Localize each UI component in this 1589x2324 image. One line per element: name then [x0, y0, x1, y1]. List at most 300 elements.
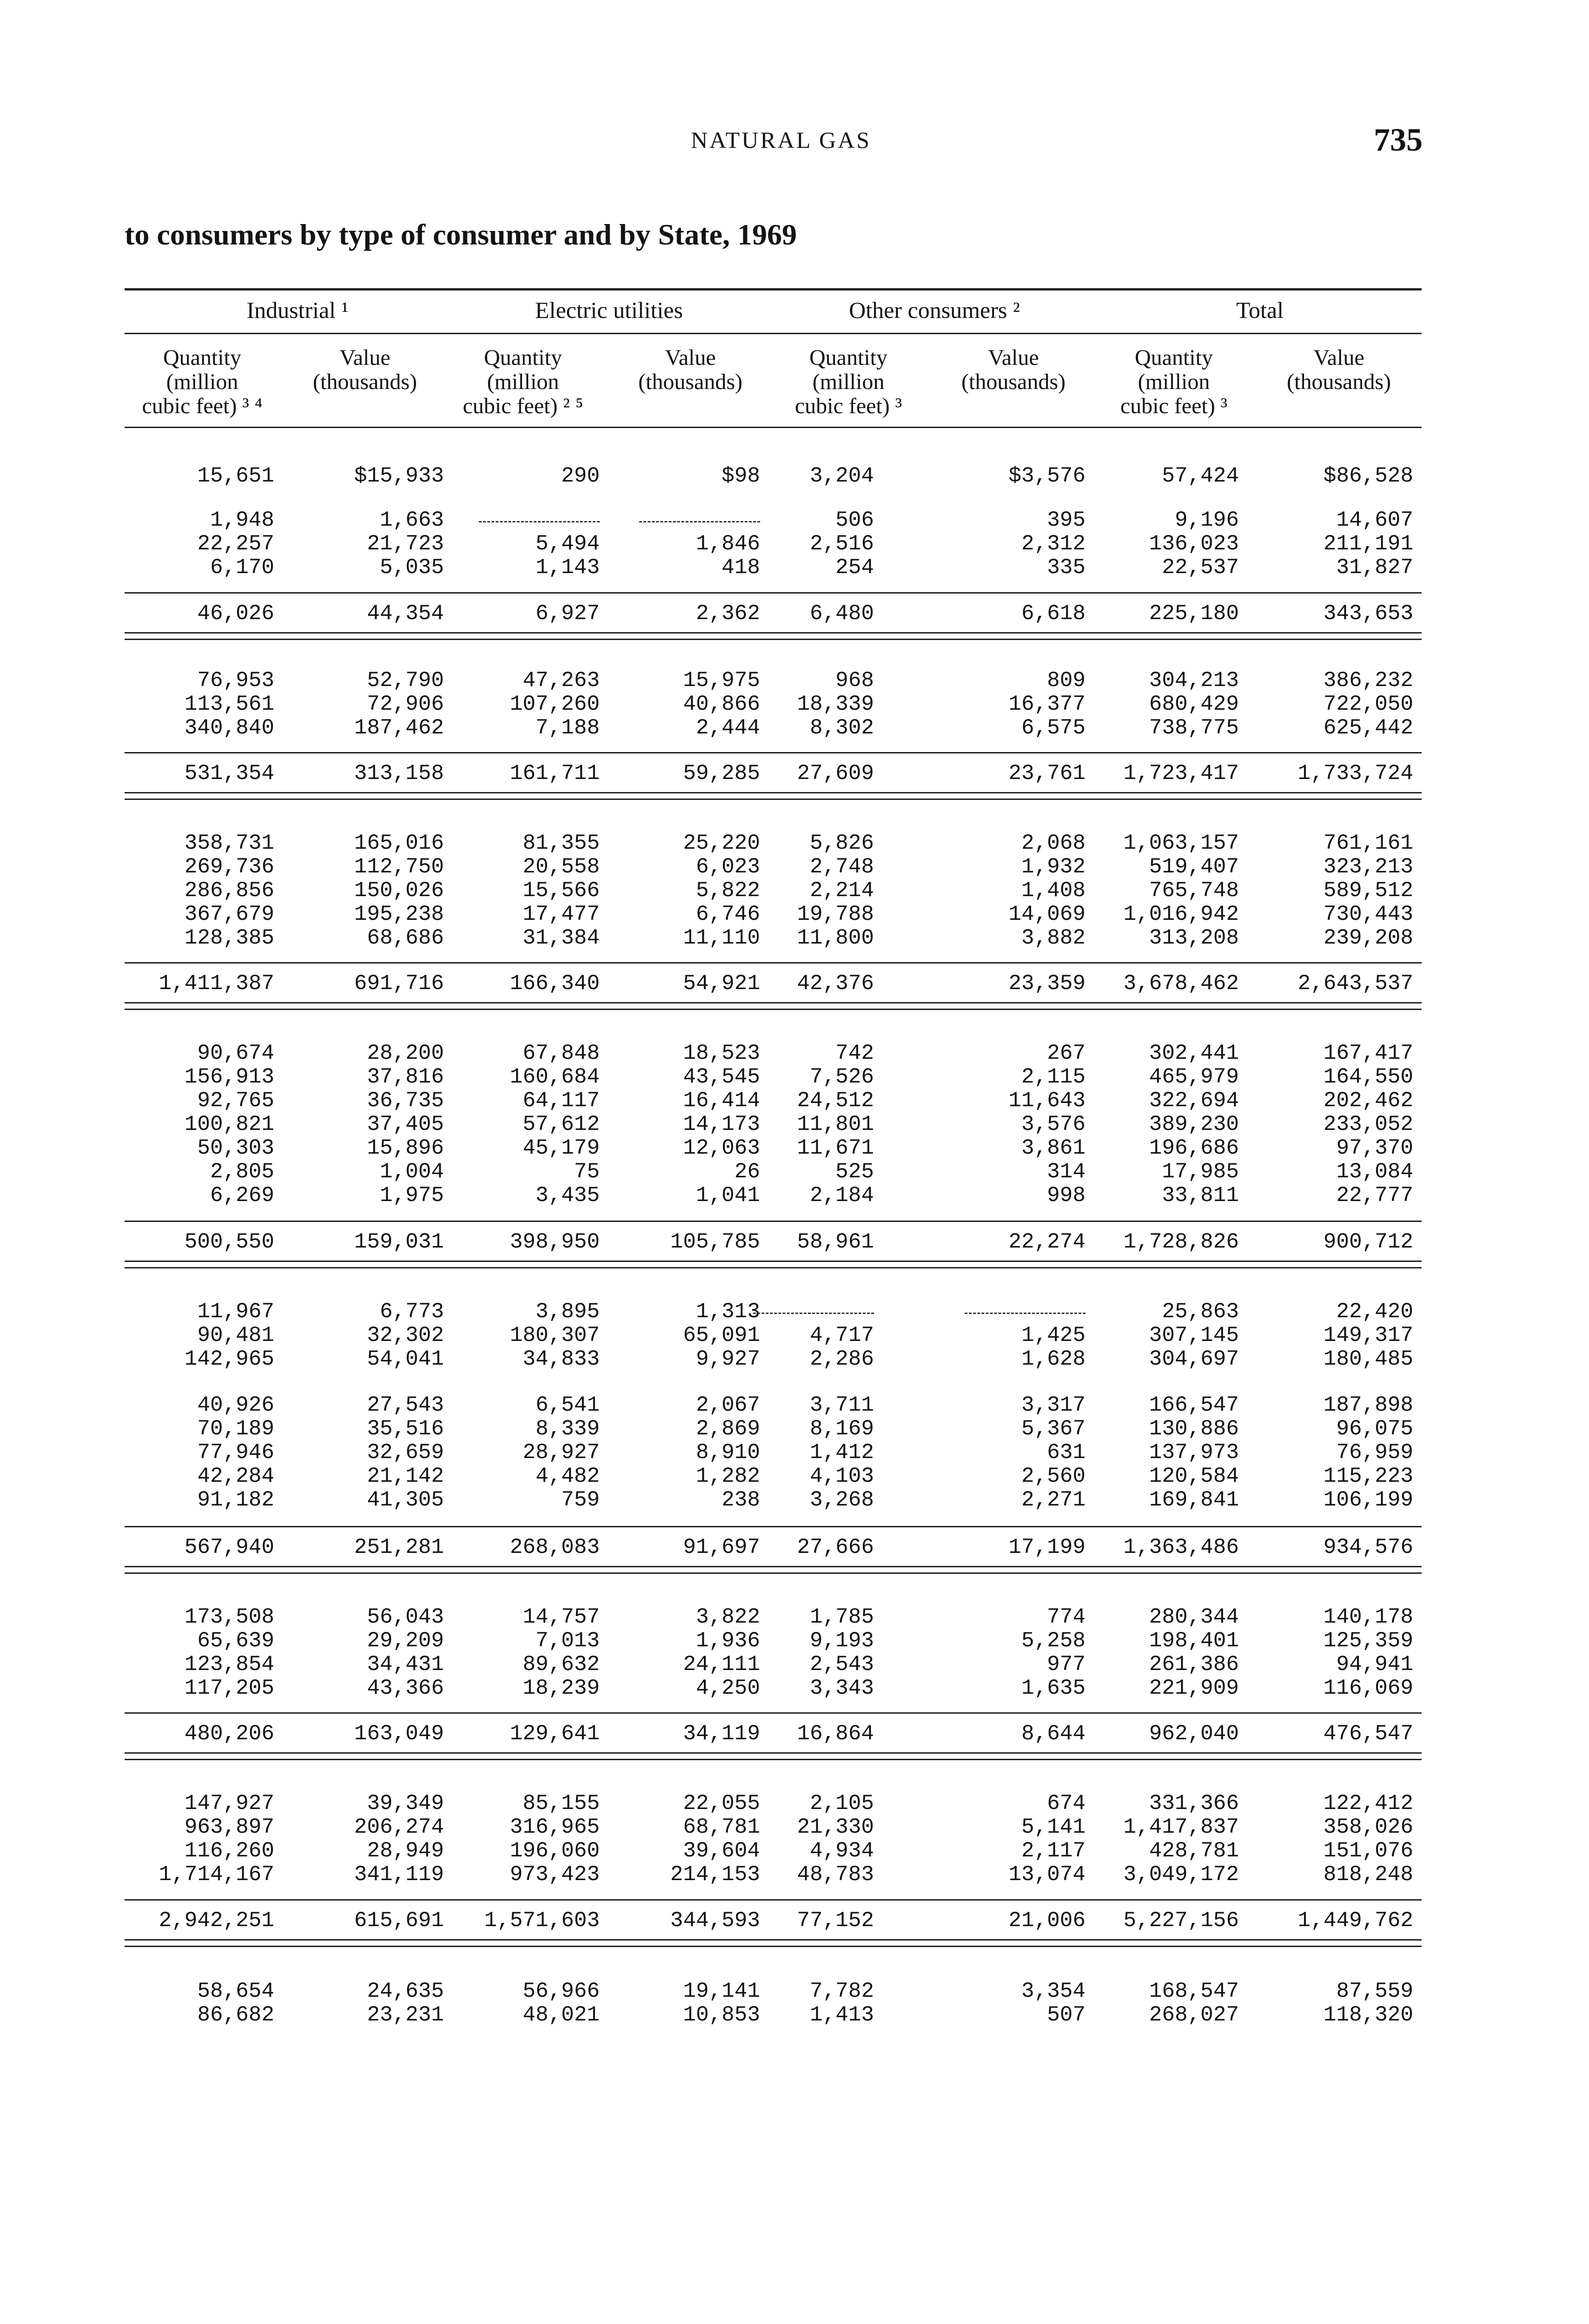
data-cell-total-value: 202,462 — [1323, 1089, 1413, 1113]
data-cell-electric-value: 16,414 — [683, 1089, 760, 1113]
total-cell-industrial-value: 163,049 — [354, 1722, 444, 1746]
total-cell-industrial-value: 251,281 — [354, 1535, 444, 1559]
section-rule-lower — [125, 639, 1422, 640]
data-cell-electric-quantity: 47,263 — [523, 668, 600, 693]
data-cell-total-quantity: 1,417,837 — [1123, 1815, 1239, 1839]
data-cell-industrial-value: 1,663 — [379, 508, 444, 532]
data-cell-industrial-quantity: 22,257 — [197, 532, 274, 556]
data-cell-total-value: 97,370 — [1336, 1136, 1413, 1160]
data-cell-electric-quantity: 81,355 — [523, 831, 600, 855]
data-cell-electric-quantity: 75 — [574, 1160, 600, 1184]
data-cell-total-quantity: 3,049,172 — [1123, 1862, 1239, 1887]
total-cell-total-value: 2,643,537 — [1298, 971, 1413, 996]
data-cell-electric-value: 22,055 — [683, 1791, 760, 1816]
data-cell-industrial-value: 28,200 — [367, 1041, 444, 1065]
total-cell-other-quantity: 58,961 — [797, 1230, 874, 1254]
data-cell-industrial-quantity: 77,946 — [197, 1440, 274, 1465]
data-cell-total-value: 151,076 — [1323, 1839, 1413, 1863]
data-cell-total-quantity: 280,344 — [1149, 1605, 1239, 1629]
data-cell-industrial-value: 41,305 — [367, 1488, 444, 1512]
data-cell-electric-value: 43,545 — [683, 1065, 760, 1089]
data-cell-electric-value: 4,250 — [695, 1676, 760, 1700]
data-cell-industrial-value: 34,431 — [367, 1652, 444, 1677]
data-cell-industrial-quantity: 358,731 — [184, 831, 274, 855]
data-cell-total-quantity: 17,985 — [1162, 1160, 1239, 1184]
data-cell-total-value: 239,208 — [1323, 926, 1413, 950]
total-cell-industrial-value: 615,691 — [354, 1908, 444, 1933]
data-cell-industrial-quantity: 92,765 — [197, 1089, 274, 1113]
data-cell-electric-quantity: 160,684 — [510, 1065, 600, 1089]
data-cell-total-quantity: 738,775 — [1149, 716, 1239, 740]
data-cell-electric-value: 24,111 — [683, 1652, 760, 1677]
data-cell-other-value: 16,377 — [1008, 692, 1086, 716]
data-cell-industrial-value: 32,659 — [367, 1440, 444, 1465]
data-cell-total-value: 233,052 — [1323, 1112, 1413, 1136]
data-cell-industrial-value: 37,816 — [367, 1065, 444, 1089]
data-cell-total-quantity: 304,697 — [1149, 1347, 1239, 1371]
data-cell-total-value: 115,223 — [1323, 1464, 1413, 1488]
data-cell-electric-quantity: 17,477 — [523, 902, 600, 926]
data-cell-total-value: 140,178 — [1323, 1605, 1413, 1629]
data-cell-electric-quantity: 107,260 — [510, 692, 600, 716]
total-cell-total-value: 1,449,762 — [1298, 1908, 1413, 1933]
total-cell-industrial-quantity: 2,942,251 — [159, 1908, 274, 1933]
data-cell-electric-value: 2,067 — [695, 1393, 760, 1417]
data-cell-total-value: 22,777 — [1336, 1183, 1413, 1208]
total-cell-industrial-value: 159,031 — [354, 1230, 444, 1254]
data-cell-industrial-value: 35,516 — [367, 1417, 444, 1441]
data-cell-other-value: 1,635 — [1021, 1676, 1086, 1700]
data-cell-total-quantity: 137,973 — [1149, 1440, 1239, 1465]
data-cell-electric-value: 65,091 — [683, 1323, 760, 1347]
data-cell-electric-value: 68,781 — [683, 1815, 760, 1839]
data-cell-electric-value: 26 — [734, 1160, 760, 1184]
data-cell-other-value: 314 — [1047, 1160, 1086, 1184]
data-cell-total-quantity: 307,145 — [1149, 1323, 1239, 1347]
data-cell-total-quantity: 120,584 — [1149, 1464, 1239, 1488]
data-cell-other-quantity: 3,268 — [809, 1488, 874, 1512]
data-cell-other-quantity: 742 — [835, 1041, 874, 1065]
data-cell-other-value: 2,560 — [1021, 1464, 1086, 1488]
data-cell-industrial-value: 1,004 — [379, 1160, 444, 1184]
total-cell-industrial-value: 313,158 — [354, 761, 444, 786]
data-cell-other-value: 267 — [1047, 1041, 1086, 1065]
data-cell-industrial-quantity: 91,182 — [197, 1488, 274, 1512]
data-cell-other-quantity: 1,785 — [809, 1605, 874, 1629]
data-cell-total-quantity: 57,424 — [1162, 464, 1239, 488]
data-cell-total-quantity: 428,781 — [1149, 1839, 1239, 1863]
data-cell-other-value: 2,115 — [1021, 1065, 1086, 1089]
data-cell-total-quantity: 1,016,942 — [1123, 902, 1239, 926]
data-cell-other-value: 1,932 — [1021, 855, 1086, 879]
data-cell-other-value: 2,271 — [1021, 1488, 1086, 1512]
total-cell-other-value: 17,199 — [1008, 1535, 1086, 1559]
data-cell-electric-quantity: 28,927 — [523, 1440, 600, 1465]
column-header-total-quantity: Quantity (million cubic feet) ³ — [1120, 345, 1228, 418]
data-cell-electric-value: 19,141 — [683, 1979, 760, 2003]
data-cell-industrial-quantity: 286,856 — [184, 878, 274, 903]
data-cell-total-quantity: 680,429 — [1149, 692, 1239, 716]
total-cell-total-value: 1,733,724 — [1298, 761, 1413, 786]
data-cell-industrial-value: 341,119 — [354, 1862, 444, 1887]
data-cell-industrial-quantity: 15,651 — [197, 464, 274, 488]
data-cell-other-value: 1,408 — [1021, 878, 1086, 903]
data-cell-other-value: 2,312 — [1021, 532, 1086, 556]
data-cell-electric-quantity: 180,307 — [510, 1323, 600, 1347]
empty-cell-dash — [965, 1313, 1086, 1314]
data-cell-other-value: 3,354 — [1021, 1979, 1086, 2003]
data-cell-total-value: 31,827 — [1336, 555, 1413, 580]
data-cell-industrial-quantity: 65,639 — [197, 1629, 274, 1653]
total-cell-other-quantity: 42,376 — [797, 971, 874, 996]
data-cell-other-value: 5,367 — [1021, 1417, 1086, 1441]
data-cell-electric-value: 2,869 — [695, 1417, 760, 1441]
subtotal-rule — [125, 962, 1422, 964]
data-cell-other-quantity: 4,103 — [809, 1464, 874, 1488]
data-cell-total-value: 180,485 — [1323, 1347, 1413, 1371]
data-cell-other-quantity: 968 — [835, 668, 874, 693]
total-cell-electric-quantity: 398,950 — [510, 1230, 600, 1254]
data-cell-industrial-quantity: 90,674 — [197, 1041, 274, 1065]
data-cell-industrial-quantity: 70,189 — [197, 1417, 274, 1441]
data-cell-industrial-quantity: 86,682 — [197, 2003, 274, 2027]
data-cell-other-value: 2,117 — [1021, 1839, 1086, 1863]
data-cell-total-value: 13,084 — [1336, 1160, 1413, 1184]
data-cell-industrial-quantity: 113,561 — [184, 692, 274, 716]
total-cell-other-value: 22,274 — [1008, 1230, 1086, 1254]
data-cell-total-quantity: 9,196 — [1174, 508, 1239, 532]
data-cell-other-quantity: 3,343 — [809, 1676, 874, 1700]
total-cell-total-quantity: 5,227,156 — [1123, 1908, 1239, 1933]
data-cell-industrial-value: 36,735 — [367, 1089, 444, 1113]
data-cell-industrial-quantity: 147,927 — [184, 1791, 274, 1816]
total-cell-total-quantity: 1,728,826 — [1123, 1230, 1239, 1254]
data-cell-electric-value: 1,313 — [695, 1300, 760, 1324]
data-cell-total-quantity: 261,386 — [1149, 1652, 1239, 1677]
data-cell-other-quantity: 2,184 — [809, 1183, 874, 1208]
data-cell-other-quantity: 8,302 — [809, 716, 874, 740]
section-rule-lower — [125, 1267, 1422, 1268]
data-cell-industrial-quantity: 11,967 — [197, 1300, 274, 1324]
section-rule-upper — [125, 1002, 1422, 1004]
data-cell-total-value: 149,317 — [1323, 1323, 1413, 1347]
data-cell-industrial-quantity: 128,385 — [184, 926, 274, 950]
data-cell-total-value: 106,199 — [1323, 1488, 1413, 1512]
total-cell-electric-quantity: 166,340 — [510, 971, 600, 996]
data-cell-other-value: 11,643 — [1008, 1089, 1086, 1113]
data-cell-industrial-quantity: 340,840 — [184, 716, 274, 740]
section-rule-lower — [125, 1759, 1422, 1760]
data-cell-total-value: 358,026 — [1323, 1815, 1413, 1839]
data-cell-electric-quantity: 759 — [561, 1488, 600, 1512]
total-cell-industrial-quantity: 500,550 — [184, 1230, 274, 1254]
data-cell-total-value: $86,528 — [1323, 464, 1413, 488]
data-cell-other-quantity: 254 — [835, 555, 874, 580]
data-cell-other-value: 5,141 — [1021, 1815, 1086, 1839]
data-cell-other-quantity: 48,783 — [797, 1862, 874, 1887]
data-cell-total-value: 625,442 — [1323, 716, 1413, 740]
data-cell-electric-quantity: 8,339 — [535, 1417, 600, 1441]
data-cell-total-quantity: 25,863 — [1162, 1300, 1239, 1324]
data-cell-electric-quantity: 18,239 — [523, 1676, 600, 1700]
data-cell-electric-quantity: 89,632 — [523, 1652, 600, 1677]
data-cell-other-quantity: 19,788 — [797, 902, 874, 926]
data-cell-other-value: 3,882 — [1021, 926, 1086, 950]
subtotal-rule — [125, 1712, 1422, 1714]
data-cell-total-value: 187,898 — [1323, 1393, 1413, 1417]
column-header-industrial-quantity: Quantity (million cubic feet) ³ ⁴ — [142, 345, 263, 418]
total-cell-other-quantity: 27,609 — [797, 761, 874, 786]
group-header-other-consumers: Other consumers ² — [849, 297, 1020, 323]
subtotal-rule — [125, 1221, 1422, 1222]
section-rule-upper — [125, 1752, 1422, 1754]
column-header-industrial-value: Value (thousands) — [313, 345, 417, 394]
data-cell-electric-value: $98 — [722, 464, 760, 488]
column-header-rule — [125, 427, 1422, 428]
data-cell-industrial-value: 5,035 — [379, 555, 444, 580]
subtotal-rule — [125, 1899, 1422, 1901]
data-cell-other-value: 631 — [1047, 1440, 1086, 1465]
data-cell-other-quantity: 11,801 — [797, 1112, 874, 1136]
total-cell-electric-value: 2,362 — [695, 601, 760, 626]
data-cell-industrial-quantity: 367,679 — [184, 902, 274, 926]
data-cell-industrial-value: 1,975 — [379, 1183, 444, 1208]
group-header-total: Total — [1236, 297, 1284, 323]
data-cell-electric-quantity: 56,966 — [523, 1979, 600, 2003]
data-cell-electric-value: 10,853 — [683, 2003, 760, 2027]
column-header-electric-quantity: Quantity (million cubic feet) ² ⁵ — [463, 345, 583, 418]
total-cell-other-value: 8,644 — [1021, 1722, 1086, 1746]
data-cell-industrial-quantity: 117,205 — [184, 1676, 274, 1700]
total-cell-industrial-quantity: 480,206 — [184, 1722, 274, 1746]
data-cell-industrial-quantity: 6,170 — [210, 555, 274, 580]
data-cell-electric-value: 11,110 — [683, 926, 760, 950]
data-cell-industrial-value: 187,462 — [354, 716, 444, 740]
data-cell-electric-quantity: 64,117 — [523, 1089, 600, 1113]
data-cell-industrial-quantity: 76,953 — [197, 668, 274, 693]
data-cell-electric-value: 1,846 — [695, 532, 760, 556]
empty-cell-dash — [479, 521, 600, 522]
data-cell-total-quantity: 198,401 — [1149, 1629, 1239, 1653]
data-cell-total-quantity: 169,841 — [1149, 1488, 1239, 1512]
section-rule-upper — [125, 1566, 1422, 1567]
data-cell-total-value: 116,069 — [1323, 1676, 1413, 1700]
data-cell-other-quantity: 11,800 — [797, 926, 874, 950]
data-cell-industrial-quantity: 58,654 — [197, 1979, 274, 2003]
data-cell-total-value: 22,420 — [1336, 1300, 1413, 1324]
data-cell-industrial-value: 68,686 — [367, 926, 444, 950]
data-cell-total-value: 722,050 — [1323, 692, 1413, 716]
data-cell-electric-quantity: 196,060 — [510, 1839, 600, 1863]
data-cell-electric-value: 6,746 — [695, 902, 760, 926]
data-cell-other-value: 1,425 — [1021, 1323, 1086, 1347]
data-cell-total-value: 323,213 — [1323, 855, 1413, 879]
total-cell-other-value: 23,761 — [1008, 761, 1086, 786]
data-cell-industrial-value: 29,209 — [367, 1629, 444, 1653]
data-cell-electric-value: 9,927 — [695, 1347, 760, 1371]
data-cell-industrial-value: 23,231 — [367, 2003, 444, 2027]
data-cell-other-value: 774 — [1047, 1605, 1086, 1629]
data-cell-other-quantity: 7,782 — [809, 1979, 874, 2003]
data-cell-other-value: 2,068 — [1021, 831, 1086, 855]
total-cell-total-quantity: 1,363,486 — [1123, 1535, 1239, 1559]
data-cell-total-value: 96,075 — [1336, 1417, 1413, 1441]
data-cell-total-value: 386,232 — [1323, 668, 1413, 693]
data-cell-other-quantity: 3,711 — [809, 1393, 874, 1417]
data-cell-industrial-value: 150,026 — [354, 878, 444, 903]
data-cell-other-quantity: 3,204 — [809, 464, 874, 488]
data-cell-electric-quantity: 14,757 — [523, 1605, 600, 1629]
data-cell-electric-value: 2,444 — [695, 716, 760, 740]
data-cell-other-quantity: 4,934 — [809, 1839, 874, 1863]
data-cell-total-quantity: 196,686 — [1149, 1136, 1239, 1160]
data-cell-electric-value: 39,604 — [683, 1839, 760, 1863]
data-cell-total-value: 761,161 — [1323, 831, 1413, 855]
total-cell-other-quantity: 16,864 — [797, 1722, 874, 1746]
data-cell-total-value: 167,417 — [1323, 1041, 1413, 1065]
group-header-industrial: Industrial ¹ — [246, 297, 349, 323]
running-header: NATURAL GAS — [691, 127, 871, 153]
data-cell-total-value: 76,959 — [1336, 1440, 1413, 1465]
data-cell-industrial-value: 39,349 — [367, 1791, 444, 1816]
data-cell-other-value: 998 — [1047, 1183, 1086, 1208]
total-cell-total-value: 476,547 — [1323, 1722, 1413, 1746]
data-cell-total-value: 118,320 — [1323, 2003, 1413, 2027]
data-cell-other-value: 1,628 — [1021, 1347, 1086, 1371]
data-cell-electric-quantity: 1,143 — [535, 555, 600, 580]
data-cell-electric-quantity: 7,188 — [535, 716, 600, 740]
empty-cell-dash — [753, 1313, 874, 1314]
data-cell-total-quantity: 22,537 — [1162, 555, 1239, 580]
data-cell-industrial-value: 195,238 — [354, 902, 444, 926]
data-cell-industrial-value: 28,949 — [367, 1839, 444, 1863]
data-cell-industrial-quantity: 2,805 — [210, 1160, 274, 1184]
section-rule-lower — [125, 1946, 1422, 1947]
total-cell-total-quantity: 225,180 — [1149, 601, 1239, 626]
data-cell-total-quantity: 302,441 — [1149, 1041, 1239, 1065]
data-cell-electric-quantity: 6,541 — [535, 1393, 600, 1417]
data-cell-other-value: 809 — [1047, 668, 1086, 693]
data-cell-total-quantity: 519,407 — [1149, 855, 1239, 879]
data-cell-other-value: 14,069 — [1008, 902, 1086, 926]
data-cell-industrial-value: 72,906 — [367, 692, 444, 716]
section-rule-upper — [125, 1261, 1422, 1262]
data-cell-total-quantity: 166,547 — [1149, 1393, 1239, 1417]
total-cell-other-value: 23,359 — [1008, 971, 1086, 996]
data-cell-other-value: 5,258 — [1021, 1629, 1086, 1653]
data-cell-electric-value: 15,975 — [683, 668, 760, 693]
data-cell-industrial-quantity: 40,926 — [197, 1393, 274, 1417]
data-cell-total-quantity: 313,208 — [1149, 926, 1239, 950]
data-cell-other-quantity: 2,105 — [809, 1791, 874, 1816]
data-cell-total-quantity: 304,213 — [1149, 668, 1239, 693]
data-cell-other-quantity: 1,413 — [809, 2003, 874, 2027]
column-header-other-quantity: Quantity (million cubic feet) ³ — [794, 345, 902, 418]
data-cell-electric-value: 5,822 — [695, 878, 760, 903]
data-cell-total-quantity: 130,886 — [1149, 1417, 1239, 1441]
total-cell-other-value: 6,618 — [1021, 601, 1086, 626]
data-cell-total-quantity: 168,547 — [1149, 1979, 1239, 2003]
data-cell-electric-value: 238 — [722, 1488, 760, 1512]
data-cell-electric-quantity: 15,566 — [523, 878, 600, 903]
data-cell-industrial-quantity: 156,913 — [184, 1065, 274, 1089]
data-cell-other-quantity: 2,516 — [809, 532, 874, 556]
total-cell-industrial-quantity: 1,411,387 — [159, 971, 274, 996]
total-cell-other-quantity: 27,666 — [797, 1535, 874, 1559]
data-cell-other-quantity: 2,543 — [809, 1652, 874, 1677]
data-cell-electric-value: 14,173 — [683, 1112, 760, 1136]
data-cell-industrial-quantity: 123,854 — [184, 1652, 274, 1677]
total-cell-electric-value: 105,785 — [670, 1230, 760, 1254]
section-rule-upper — [125, 1939, 1422, 1941]
section-rule-lower — [125, 1009, 1422, 1010]
data-cell-electric-value: 1,282 — [695, 1464, 760, 1488]
data-cell-electric-quantity: 3,895 — [535, 1300, 600, 1324]
data-cell-total-value: 164,550 — [1323, 1065, 1413, 1089]
total-cell-other-quantity: 77,152 — [797, 1908, 874, 1933]
data-cell-other-quantity: 2,748 — [809, 855, 874, 879]
data-cell-electric-quantity: 3,435 — [535, 1183, 600, 1208]
table-caption: to consumers by type of consumer and by State, 1969 — [125, 218, 797, 251]
section-rule-upper — [125, 632, 1422, 634]
data-cell-other-value: 3,576 — [1021, 1112, 1086, 1136]
data-cell-industrial-value: 21,723 — [367, 532, 444, 556]
section-rule-upper — [125, 792, 1422, 793]
data-cell-electric-quantity: 290 — [561, 464, 600, 488]
data-cell-other-quantity: 11,671 — [797, 1136, 874, 1160]
column-header-other-value: Value (thousands) — [961, 345, 1066, 394]
group-header-rule — [125, 333, 1422, 334]
data-cell-other-value: 335 — [1047, 555, 1086, 580]
total-cell-other-quantity: 6,480 — [809, 601, 874, 626]
data-cell-industrial-value: 52,790 — [367, 668, 444, 693]
data-cell-other-quantity: 7,526 — [809, 1065, 874, 1089]
data-cell-industrial-quantity: 50,303 — [197, 1136, 274, 1160]
data-cell-other-quantity: 18,339 — [797, 692, 874, 716]
total-cell-total-quantity: 962,040 — [1149, 1722, 1239, 1746]
data-cell-electric-quantity: 45,179 — [523, 1136, 600, 1160]
data-cell-total-value: 87,559 — [1336, 1979, 1413, 2003]
data-cell-total-value: 94,941 — [1336, 1652, 1413, 1677]
data-cell-industrial-quantity: 269,736 — [184, 855, 274, 879]
data-cell-electric-value: 6,023 — [695, 855, 760, 879]
data-cell-other-quantity: 9,193 — [809, 1629, 874, 1653]
data-cell-industrial-value: 32,302 — [367, 1323, 444, 1347]
total-cell-industrial-quantity: 46,026 — [197, 601, 274, 626]
data-cell-electric-quantity: 4,482 — [535, 1464, 600, 1488]
data-cell-other-quantity: 2,214 — [809, 878, 874, 903]
data-cell-industrial-quantity: 173,508 — [184, 1605, 274, 1629]
data-cell-total-quantity: 33,811 — [1162, 1183, 1239, 1208]
section-rule-lower — [125, 1572, 1422, 1574]
data-cell-electric-value: 3,822 — [695, 1605, 760, 1629]
data-cell-total-quantity: 221,909 — [1149, 1676, 1239, 1700]
data-cell-total-quantity: 1,063,157 — [1123, 831, 1239, 855]
data-cell-total-value: 122,412 — [1323, 1791, 1413, 1816]
data-cell-industrial-quantity: 6,269 — [210, 1183, 274, 1208]
data-cell-electric-quantity: 5,494 — [535, 532, 600, 556]
data-cell-other-value: 395 — [1047, 508, 1086, 532]
total-cell-electric-value: 59,285 — [683, 761, 760, 786]
total-cell-industrial-quantity: 531,354 — [184, 761, 274, 786]
data-cell-total-value: 730,443 — [1323, 902, 1413, 926]
data-cell-electric-quantity: 57,612 — [523, 1112, 600, 1136]
data-cell-industrial-value: $15,933 — [354, 464, 444, 488]
data-cell-total-value: 818,248 — [1323, 1862, 1413, 1887]
data-cell-other-quantity: 8,169 — [809, 1417, 874, 1441]
data-cell-total-quantity: 322,694 — [1149, 1089, 1239, 1113]
total-cell-electric-quantity: 129,641 — [510, 1722, 600, 1746]
